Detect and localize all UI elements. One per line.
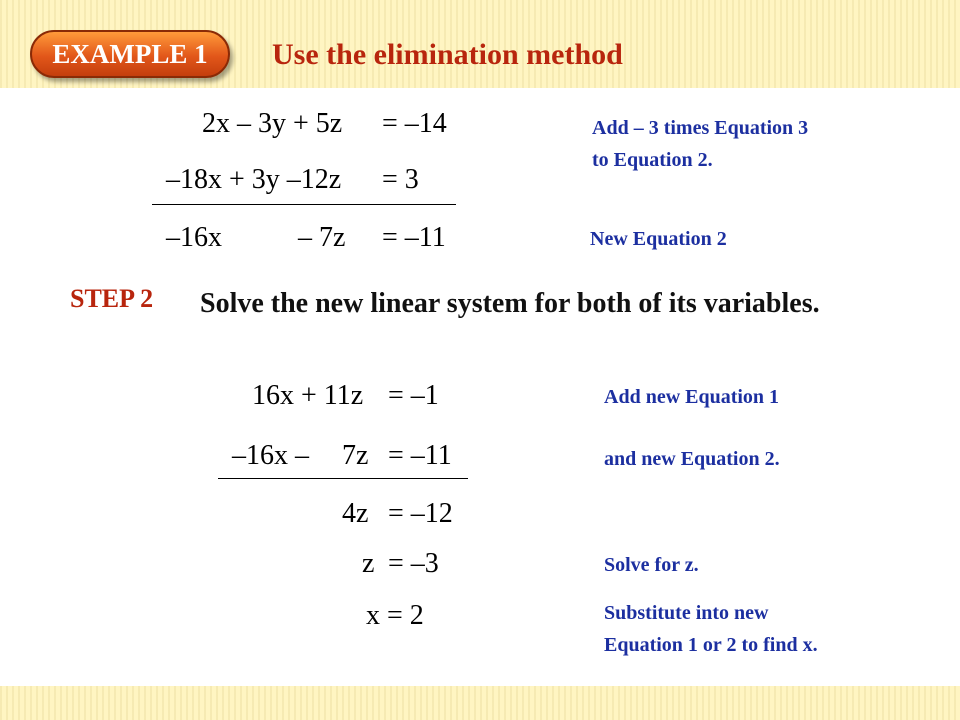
x-solution: x = 2 xyxy=(366,600,424,631)
note-solve-z: Solve for z. xyxy=(604,554,699,576)
note-add-line1: Add new Equation 1 xyxy=(604,386,780,408)
equation-rhs: = –12 xyxy=(388,498,453,529)
equation-rhs: = –11 xyxy=(388,440,452,471)
step-label: STEP 2 xyxy=(70,284,154,313)
sum-rule xyxy=(152,204,456,205)
equation-term: 7z xyxy=(342,440,369,471)
equation-rhs: = –11 xyxy=(382,222,446,253)
note-substitute-line1: Substitute into new xyxy=(604,602,769,624)
footer-band xyxy=(0,686,960,720)
note-add-line2: and new Equation 2. xyxy=(604,448,780,470)
note-substitute-line2: Equation 1 or 2 to find x. xyxy=(604,634,818,656)
equation-term: –16x xyxy=(166,222,222,253)
note-new-equation-2: New Equation 2 xyxy=(590,228,727,250)
equation-lhs: 16x + 11z xyxy=(252,380,364,411)
equation-rhs: = 3 xyxy=(382,164,419,195)
equation-lhs: 4z xyxy=(342,498,369,529)
example-badge-label: EXAMPLE 1 xyxy=(52,39,208,69)
sum-rule xyxy=(218,478,468,479)
equation-rhs: = –14 xyxy=(382,108,447,139)
page-title: Use the elimination method xyxy=(272,38,623,71)
equation-term: –16x – xyxy=(232,440,309,471)
step-instruction: Solve the new linear system for both of its variables. xyxy=(200,288,820,319)
note-add-line1: Add – 3 times Equation 3 xyxy=(592,117,809,139)
example-badge xyxy=(30,30,230,78)
equation-rhs: = –3 xyxy=(388,548,439,579)
equation-rhs: = –1 xyxy=(388,380,439,411)
equation-lhs: z xyxy=(362,548,375,579)
equation-term: – 7z xyxy=(298,222,346,253)
equation-lhs: 2x – 3y + 5z xyxy=(202,108,343,139)
note-add-line2: to Equation 2. xyxy=(592,149,713,171)
equation-lhs: –18x + 3y –12z xyxy=(166,164,342,195)
